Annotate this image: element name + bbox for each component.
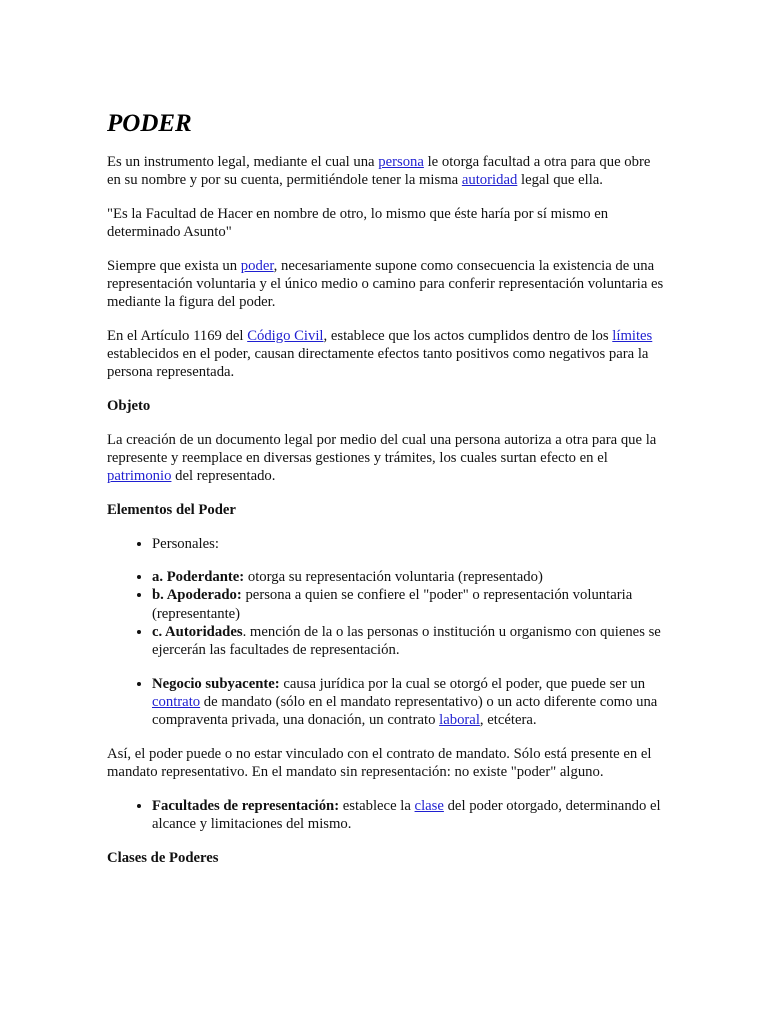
page-title: PODER bbox=[107, 110, 192, 137]
link-limites[interactable]: límites bbox=[612, 327, 653, 344]
list-item-poderdante: • a. Poderdante: otorga su representación voluntaria (representado) bbox=[152, 568, 667, 586]
link-autoridad[interactable]: autoridad bbox=[461, 172, 518, 189]
list-facultades bbox=[107, 797, 667, 833]
heading-elementos: Elementos del Poder bbox=[107, 501, 236, 518]
paragraph-representacion: Siempre que exista un poder, necesariamente supone como consecuencia la existencia de una representación voluntaria y el único medio o camino para conferir representación voluntaria es mediante la figura del poder. bbox=[107, 257, 664, 311]
link-contrato[interactable]: contrato bbox=[152, 693, 201, 710]
link-clase[interactable]: clase bbox=[414, 797, 444, 814]
paragraph-articulo: En el Artículo 1169 del Código Civil, establece que los actos cumplidos dentro de los límites establecidos en el poder, causan directamente efectos tanto positivos como negativos para la persona representada. bbox=[107, 327, 653, 381]
list-item-facultades: • Facultades de representación: establece la clase del poder otorgado, determinando el alcance y limitaciones del mismo. bbox=[152, 797, 667, 833]
paragraph-definition: Es un instrumento legal, mediante el cual una persona le otorga facultad a otra para que obre en su nombre y por su cuenta, permitiéndole tener la misma autoridad legal que ella. bbox=[107, 154, 651, 189]
document-page bbox=[107, 108, 667, 882]
paragraph-quote: "Es la Facultad de Hacer en nombre de otro, lo mismo que éste haría por sí mismo en determinado Asunto" bbox=[107, 205, 609, 241]
link-patrimonio[interactable]: patrimonio bbox=[107, 468, 172, 485]
heading-clases: Clases de Poderes bbox=[107, 849, 219, 866]
link-laboral[interactable]: laboral bbox=[439, 712, 480, 729]
list-partes bbox=[107, 568, 667, 659]
list-item-autoridades: • c. Autoridades. mención de la o las personas o institución u organismo con quienes se ejercerán las facultades de representación. bbox=[152, 623, 667, 659]
list-item-apoderado: • b. Apoderado: persona a quien se confiere el "poder" o representación voluntaria (representante) bbox=[152, 586, 667, 622]
link-poder[interactable]: poder bbox=[240, 257, 274, 274]
heading-objeto: Objeto bbox=[107, 398, 151, 415]
paragraph-objeto: La creación de un documento legal por medio del cual una persona autoriza a otra para que la represente y reemplace en diversas gestiones y trámites, los cuales surtan efecto en el patrimonio del representado. bbox=[107, 431, 657, 485]
list-item-negocio-subyacente: • Negocio subyacente: causa jurídica por la cual se otorgó el poder, que puede ser un contrato de mandato (sólo en el mandato representativo) o un acto diferente como una compraventa privada, una donación, un contrato laboral, etcétera. bbox=[152, 675, 667, 730]
list-negocio bbox=[107, 675, 667, 730]
paragraph-mandato: Así, el poder puede o no estar vinculado con el contrato de mandato. Sólo está presente en el mandato representativo. En el mandato sin representación: no existe "poder" alguno. bbox=[107, 745, 652, 781]
link-codigo-civil[interactable]: Código Civil bbox=[247, 327, 324, 344]
list-item: • Personales: bbox=[152, 535, 667, 553]
link-persona[interactable]: persona bbox=[378, 154, 424, 170]
list-personales bbox=[107, 535, 667, 553]
